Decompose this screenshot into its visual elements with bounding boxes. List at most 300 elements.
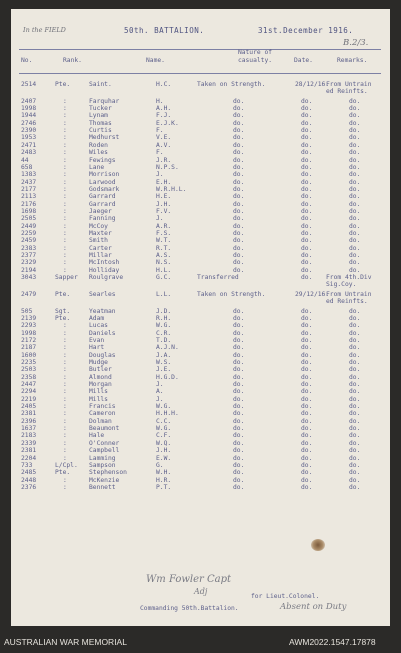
cell-no: 2447: [21, 381, 37, 388]
cell-saint: Mills: [89, 388, 108, 396]
cell-date: do.: [301, 112, 313, 120]
cell-no: 2383: [21, 244, 37, 252]
table-row: [11, 120, 390, 127]
cell-rem: do.: [349, 127, 361, 135]
cell-cas: do.: [233, 432, 245, 440]
cell-saint: Medhurst: [89, 134, 120, 142]
cell-date: do.: [301, 237, 313, 245]
cell-no: 2235: [21, 358, 37, 366]
table-row: [11, 455, 390, 462]
header-remarks: Remarks.: [337, 57, 368, 64]
cell-saint: O'Conner: [89, 439, 120, 447]
cell-rem: do.: [349, 336, 361, 344]
cell-rem: do.: [349, 193, 361, 201]
cell-cas: do.: [233, 461, 245, 469]
cell-no: 2329: [21, 259, 37, 267]
cell-rem: From Untrain: [326, 290, 372, 298]
cell-init: A.: [156, 388, 164, 396]
cell-rem: do.: [349, 149, 361, 157]
cell-rank: :: [63, 344, 67, 352]
cell-no: 2448: [21, 476, 37, 484]
cell-init: W.G.: [156, 425, 172, 433]
cell-date: do.: [301, 274, 313, 282]
cell-rem: do.: [349, 307, 361, 315]
cell-init: W.R.H.L.: [156, 185, 187, 193]
cell-rem: From 4th.Div: [326, 274, 372, 282]
cell-cas: do.: [233, 373, 245, 381]
cell-rank: :: [63, 127, 67, 135]
table-row: [11, 330, 390, 337]
cell-cas: do.: [233, 134, 245, 142]
cell-rank: :: [63, 171, 67, 179]
cell-rank: :: [63, 381, 67, 388]
cell-date: do.: [301, 252, 313, 260]
cell-saint: Mills: [89, 395, 108, 403]
cell-rem: do.: [349, 200, 361, 208]
cell-date: do.: [301, 461, 313, 469]
cell-no: 2293: [21, 322, 37, 330]
table-row: [11, 410, 390, 417]
cell-saint: Almond: [89, 373, 112, 381]
cell-no: 1998: [21, 105, 37, 113]
cell-cas: do.: [233, 222, 245, 230]
cell-date: do.: [301, 97, 313, 105]
cell-rem: do.: [349, 252, 361, 260]
cell-rank: :: [63, 410, 67, 418]
document-page: [11, 9, 390, 626]
table-row: [11, 308, 390, 315]
cell-rem: do.: [349, 259, 361, 267]
battalion-title: 50th. BATTALION.: [124, 26, 205, 35]
cell-no: 1637: [21, 425, 37, 433]
cell-rem: do.: [349, 266, 361, 274]
cell-init: N.S.: [156, 259, 172, 267]
cell-cas: do.: [233, 259, 245, 267]
cell-no: 2437: [21, 178, 37, 186]
cell-init: J.: [156, 215, 164, 223]
table-row: [11, 315, 390, 322]
cell-date: do.: [301, 351, 313, 359]
cell-cas: do.: [233, 149, 245, 157]
header-date: Date.: [294, 57, 313, 64]
cell-date: do.: [301, 156, 313, 164]
cell-rank: :: [63, 97, 67, 105]
cell-rem: do.: [349, 171, 361, 179]
cell-init: F.S.: [156, 230, 172, 237]
cell-date: do.: [301, 425, 313, 433]
cell-rem: do.: [349, 373, 361, 381]
table-row: [11, 374, 390, 381]
cell-no: 2381: [21, 447, 37, 455]
cell-rank: :: [63, 417, 67, 425]
cell-rank: :: [63, 185, 67, 193]
table-row: [11, 469, 390, 476]
table-row: [11, 164, 390, 171]
cell-rem: do.: [349, 119, 361, 127]
cell-rank: :: [63, 207, 67, 215]
table-row: [11, 396, 390, 403]
cell-cas: do.: [233, 344, 245, 352]
table-row: [11, 462, 390, 469]
cell-saint: Fewings: [89, 156, 116, 164]
cell-no: 2471: [21, 141, 37, 149]
cell-init: T.D.: [156, 336, 172, 344]
cell-no: 2139: [21, 314, 37, 322]
cell-init: H.: [156, 97, 164, 105]
cell-date: do.: [301, 344, 313, 352]
cell-init: W.S.: [156, 358, 172, 366]
table-row: [11, 81, 390, 88]
table-row: [11, 484, 390, 491]
cell-rem: do.: [349, 447, 361, 455]
cell-rem: do.: [349, 178, 361, 186]
cell-cas: do.: [233, 395, 245, 403]
table-row: [11, 252, 390, 259]
cell-rank: :: [63, 119, 67, 127]
cell-saint: Larwood: [89, 178, 116, 186]
cell-rem: do.: [349, 97, 361, 105]
cell-init: F.J.: [156, 112, 172, 120]
cell-rank: :: [63, 366, 67, 374]
cell-date: do.: [301, 185, 313, 193]
cell-saint: Adam: [89, 314, 105, 322]
cell-saint: Sampson: [89, 461, 116, 469]
cell-rem: do.: [349, 105, 361, 113]
cell-saint: McKenzie: [89, 476, 120, 484]
table-row: [11, 237, 390, 244]
cell-rank: :: [63, 222, 67, 230]
cell-init: A.J.N.: [156, 344, 179, 352]
cell-date: do.: [301, 476, 313, 484]
cell-cas: do.: [233, 388, 245, 396]
cell-rank: :: [63, 237, 67, 245]
cell-no: 44: [21, 156, 29, 164]
cell-init: P.T.: [156, 483, 172, 491]
cell-rank: :: [63, 336, 67, 344]
cell-no: 2172: [21, 336, 37, 344]
cell-saint: Mudge: [89, 358, 108, 366]
cell-rank: :: [63, 329, 67, 337]
cell-saint: Jaeger: [89, 207, 112, 215]
table-row: [11, 322, 390, 329]
cell-rem: do.: [349, 112, 361, 120]
cell-saint: Lynam: [89, 112, 108, 120]
cell-cas: do.: [233, 439, 245, 447]
cell-no: 2177: [21, 185, 37, 193]
cell-init: W.T.: [156, 237, 172, 245]
cell-saint: Bennett: [89, 483, 116, 491]
cell-rem: do.: [349, 156, 361, 164]
header-bottom-rule: [19, 73, 381, 74]
cell-rank: :: [63, 483, 67, 491]
cell-date: do.: [301, 119, 313, 127]
cell-saint: Godsmark: [89, 185, 120, 193]
cell-rank: :: [63, 432, 67, 440]
cell-init: E.H.: [156, 178, 172, 186]
cell-rank: :: [63, 388, 67, 396]
cell-init: J.H.: [156, 447, 172, 455]
cell-cas: do.: [233, 97, 245, 105]
cell-cas: do.: [233, 307, 245, 315]
cell-no: 1383: [21, 171, 37, 179]
cell-rank: :: [63, 215, 67, 223]
cell-init: A.R.: [156, 222, 172, 230]
cell-saint: Morrison: [89, 171, 120, 179]
table-row: [11, 259, 390, 266]
cell-init: J.A.: [156, 351, 172, 359]
cell-cas: do.: [233, 447, 245, 455]
cell-date: do.: [301, 381, 313, 388]
cell-init: C.C.: [156, 417, 172, 425]
cell-init: F.: [156, 127, 164, 135]
cell-date: do.: [301, 307, 313, 315]
cell-cas: do.: [233, 322, 245, 330]
cell-saint: Garrard: [89, 200, 116, 208]
cell-rank: :: [63, 193, 67, 201]
cell-date: do.: [301, 149, 313, 157]
cell-cas: do.: [233, 193, 245, 201]
table-row: [11, 267, 390, 274]
cell-remarks-continuation: ed Reinfts.: [326, 88, 368, 96]
cell-cas: do.: [233, 252, 245, 260]
cell-rank: Pte.: [55, 81, 71, 88]
cell-saint: Beaumont: [89, 425, 120, 433]
cell-init: G.C.: [156, 274, 172, 282]
cell-init: A.H.: [156, 105, 172, 113]
cell-rem: From Untrain: [326, 81, 372, 88]
cell-date: do.: [301, 403, 313, 411]
table-row: [11, 112, 390, 119]
cell-cas: Taken on Strength.: [197, 290, 266, 298]
cell-cas: do.: [233, 156, 245, 164]
cell-saint: Stephenson: [89, 469, 127, 477]
cell-rem: do.: [349, 417, 361, 425]
cell-init: E.W.: [156, 454, 172, 462]
cell-rank: :: [63, 259, 67, 267]
cell-rem: do.: [349, 141, 361, 149]
cell-rem: do.: [349, 403, 361, 411]
cell-rank: :: [63, 149, 67, 157]
cell-date: do.: [301, 454, 313, 462]
cell-init: C.F.: [156, 432, 172, 440]
cell-rank: :: [63, 439, 67, 447]
table-row: [11, 447, 390, 454]
cell-remarks-continuation: Sig.Coy.: [326, 281, 357, 289]
table-row: [11, 337, 390, 344]
cell-date: do.: [301, 432, 313, 440]
cell-rem: do.: [349, 222, 361, 230]
cell-rem: do.: [349, 358, 361, 366]
cell-init: H.R.: [156, 476, 172, 484]
cell-saint: Curtis: [89, 127, 112, 135]
cell-rank: Sapper: [55, 274, 78, 282]
cell-date: do.: [301, 314, 313, 322]
cell-cas: do.: [233, 178, 245, 186]
cell-no: 2187: [21, 344, 37, 352]
cell-date: do.: [301, 127, 313, 135]
cell-cas: do.: [233, 476, 245, 484]
table-row: [11, 179, 390, 186]
cell-date: do.: [301, 141, 313, 149]
header-top-rule: [19, 49, 381, 50]
cell-rem: do.: [349, 388, 361, 396]
cell-rem: do.: [349, 410, 361, 418]
cell-date: do.: [301, 178, 313, 186]
cell-rem: do.: [349, 483, 361, 491]
cell-no: 2407: [21, 97, 37, 105]
cell-no: 2339: [21, 439, 37, 447]
table-row: [11, 193, 390, 200]
cell-date: do.: [301, 207, 313, 215]
table-row: [11, 186, 390, 193]
cell-cas: do.: [233, 163, 245, 171]
cell-rank: :: [63, 252, 67, 260]
cell-rank: Pte.: [55, 290, 71, 298]
cell-rem: do.: [349, 237, 361, 245]
cell-rank: :: [63, 141, 67, 149]
cell-cas: do.: [233, 403, 245, 411]
cell-init: W.Q.: [156, 439, 172, 447]
cell-init: J.: [156, 395, 164, 403]
table-row-continuation: [11, 281, 390, 288]
cell-no: 2449: [21, 222, 37, 230]
footer-bar: [0, 633, 401, 653]
table-row: [11, 149, 390, 156]
cell-no: 658: [21, 163, 33, 171]
cell-rem: do.: [349, 454, 361, 462]
cell-date: do.: [301, 373, 313, 381]
cell-saint: Douglas: [89, 351, 116, 359]
cell-no: 2376: [21, 483, 37, 491]
cell-no: 2113: [21, 193, 37, 201]
absent-note: Absent on Duty: [280, 602, 347, 612]
table-row: [11, 171, 390, 178]
cell-cas: do.: [233, 119, 245, 127]
cell-saint: Yeatman: [89, 307, 116, 315]
cell-rem: do.: [349, 322, 361, 330]
cell-no: 2358: [21, 373, 37, 381]
cell-cas: do.: [233, 483, 245, 491]
cell-rank: :: [63, 134, 67, 142]
cell-saint: Carter: [89, 244, 112, 252]
cell-saint: Hart: [89, 344, 105, 352]
header-casualty: Nature of casualty.: [237, 49, 273, 64]
cell-date: do.: [301, 259, 313, 267]
cell-rank: :: [63, 266, 67, 274]
cell-rank: :: [63, 105, 67, 113]
cell-rank: Sgt.: [55, 307, 71, 315]
cell-date: do.: [301, 222, 313, 230]
cell-date: do.: [301, 200, 313, 208]
cell-saint: Thomas: [89, 119, 112, 127]
cell-rem: do.: [349, 439, 361, 447]
table-row-continuation: [11, 298, 390, 305]
cell-rem: do.: [349, 425, 361, 433]
cell-rem: do.: [349, 461, 361, 469]
cell-rank: :: [63, 373, 67, 381]
cell-rem: do.: [349, 366, 361, 374]
cell-saint: Lucas: [89, 322, 108, 330]
cell-rank: L/Cpl.: [55, 461, 78, 469]
table-row: [11, 274, 390, 281]
cell-rank: :: [63, 351, 67, 359]
cell-date: do.: [301, 244, 313, 252]
cell-init: J.R.: [156, 156, 172, 164]
table-row: [11, 418, 390, 425]
table-row: [11, 366, 390, 373]
table-row: [11, 105, 390, 112]
cell-rem: do.: [349, 432, 361, 440]
cell-saint: Smith: [89, 237, 108, 245]
cell-date: do.: [301, 230, 313, 237]
cell-date: do.: [301, 215, 313, 223]
cell-saint: Cameron: [89, 410, 116, 418]
cell-rem: do.: [349, 215, 361, 223]
cell-no: 2459: [21, 237, 37, 245]
cell-date: do.: [301, 395, 313, 403]
cell-saint: Millar: [89, 252, 112, 260]
table-row: [11, 381, 390, 388]
cell-date: 28/12/16.: [295, 81, 330, 88]
table-row: [11, 215, 390, 222]
cell-no: 3043: [21, 274, 37, 282]
cell-no: 2381: [21, 410, 37, 418]
sign-for: for Lieut.Colonel.: [251, 593, 320, 600]
cell-cas: do.: [233, 329, 245, 337]
cell-init: W.G.: [156, 322, 172, 330]
cell-rem: do.: [349, 134, 361, 142]
cell-saint: Lamming: [89, 454, 116, 462]
cell-no: 1998: [21, 329, 37, 337]
cell-date: do.: [301, 336, 313, 344]
cell-init: R.H.: [156, 314, 172, 322]
cell-init: H.C.: [156, 81, 172, 88]
cell-saint: Holliday: [89, 266, 120, 274]
cell-no: 2503: [21, 366, 37, 374]
cell-no: 1953: [21, 134, 37, 142]
cell-no: 2259: [21, 230, 37, 237]
cell-date: do.: [301, 105, 313, 113]
cell-date: do.: [301, 163, 313, 171]
cell-saint: Wiles: [89, 149, 108, 157]
cell-saint: Maxter: [89, 230, 112, 237]
cell-init: H.H.H.: [156, 410, 179, 418]
cell-saint: Dolman: [89, 417, 112, 425]
cell-cas: do.: [233, 410, 245, 418]
table-row: [11, 388, 390, 395]
cell-date: do.: [301, 469, 313, 477]
table-row: [11, 127, 390, 134]
cell-cas: do.: [233, 266, 245, 274]
cell-saint: Evan: [89, 336, 105, 344]
table-row-continuation: [11, 88, 390, 95]
cell-rem: do.: [349, 314, 361, 322]
cell-saint: Hale: [89, 432, 105, 440]
cell-cas: do.: [233, 112, 245, 120]
table-row: [11, 359, 390, 366]
cell-rank: Pte.: [55, 469, 71, 477]
table-row: [11, 425, 390, 432]
cell-date: do.: [301, 358, 313, 366]
signature-adj: Adj: [194, 587, 208, 596]
cell-init: J.D.: [156, 307, 172, 315]
cell-rem: do.: [349, 381, 361, 388]
cell-cas: do.: [233, 230, 245, 237]
cell-no: 2405: [21, 403, 37, 411]
cell-date: do.: [301, 134, 313, 142]
cell-saint: McCoy: [89, 222, 108, 230]
cell-no: 1698: [21, 207, 37, 215]
